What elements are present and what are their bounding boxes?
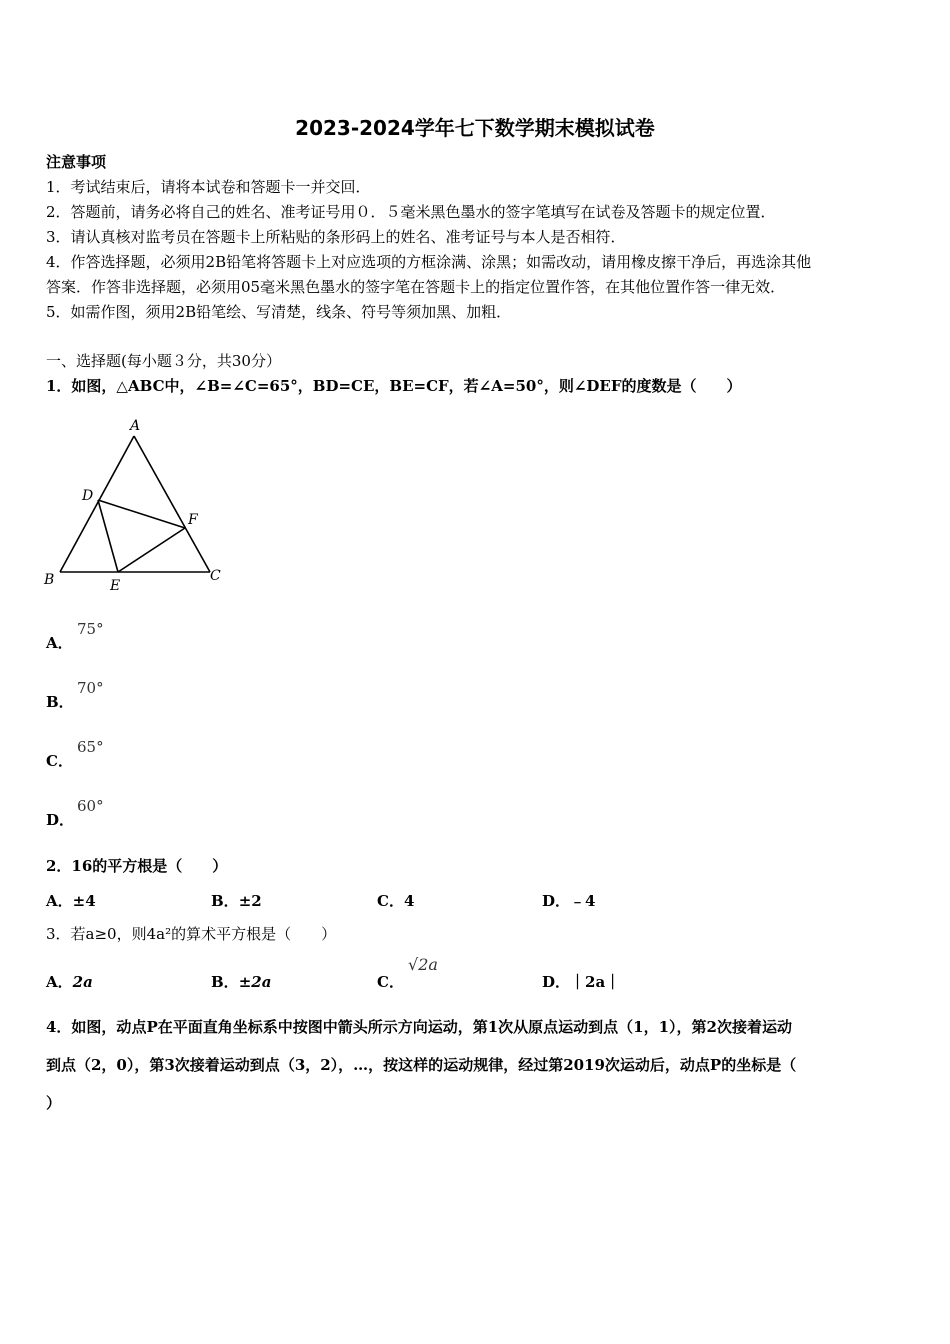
question-4-line-2: 到点（2，0），第3次接着运动到点（3，2），…，按这样的运动规律，经过第2019次运动后，动点P的坐标是（ (46, 1056, 797, 1074)
section-heading: 一、选择题(每小题３分，共30分） (46, 352, 281, 370)
question-3-stem: 3．若a≥0，则4a²的算术平方根是（ ） (46, 925, 337, 943)
q2-option-a[interactable]: A．±4 (46, 892, 96, 910)
exam-title: 2023-2024学年七下数学期末模拟试卷 (295, 116, 655, 140)
label-f: F (188, 512, 198, 528)
q1-option-a-label[interactable]: A． (46, 634, 73, 652)
q1-option-b-label[interactable]: B． (46, 693, 74, 711)
question-2-stem: 2．16的平方根是（ ） (46, 857, 228, 875)
q3-option-b[interactable]: B．±2a (211, 973, 272, 991)
edge-ef (118, 528, 185, 572)
triangle-figure (40, 412, 240, 597)
question-4-line-3: ） (46, 1094, 62, 1112)
q1-option-c-label[interactable]: C． (46, 752, 73, 770)
label-c: C (210, 568, 221, 584)
q1-option-c-value: 65° (77, 738, 104, 756)
label-b: B (44, 572, 55, 588)
edge-ac (134, 436, 210, 572)
notice-item-2: 2．答题前，请务必将自己的姓名、准考证号用０．５毫米黑色墨水的签字笔填写在试卷及答题卡的规定位置． (46, 203, 776, 221)
q2-option-b[interactable]: B．±2 (211, 892, 262, 910)
q2-option-d[interactable]: D．﹣4 (542, 892, 596, 910)
notice-item-4-line-1: 4．作答选择题，必须用2B铅笔将答题卡上对应选项的方框涂满、涂黑；如需改动，请用橡皮擦干净后，再选涂其他 (46, 253, 812, 271)
label-d: D (82, 488, 94, 504)
q1-option-a-value: 75° (77, 620, 104, 638)
question-4-line-1: 4．如图，动点P在平面直角坐标系中按图中箭头所示方向运动，第1次从原点运动到点（1，1），第2次接着运动 (46, 1018, 792, 1036)
edge-de (98, 500, 118, 572)
question-1-stem: 1．如图，△ABC中，∠B=∠C=65°，BD=CE，BE=CF，若∠A=50°，则∠DEF的度数是（ ） (46, 377, 742, 395)
q1-option-d-value: 60° (77, 797, 104, 815)
q3-option-c-label[interactable]: C． (377, 973, 404, 991)
q3-option-c-value: √2a (408, 955, 438, 974)
notice-item-4-line-2: 答案．作答非选择题，必须用05毫米黑色墨水的签字笔在答题卡上的指定位置作答，在其他位置作答一律无效． (46, 278, 786, 296)
edge-ab (60, 436, 134, 572)
q1-option-d-label[interactable]: D． (46, 811, 75, 829)
label-e: E (110, 578, 121, 594)
notice-item-3: 3．请认真核对监考员在答题卡上所粘贴的条形码上的姓名、准考证号与本人是否相符． (46, 228, 626, 246)
q3-option-d[interactable]: D．｜2a｜ (542, 973, 621, 991)
q2-option-c[interactable]: C．4 (377, 892, 415, 910)
q3-option-a[interactable]: A．2a (46, 973, 93, 991)
q1-option-b-value: 70° (77, 679, 104, 697)
notice-item-5: 5．如需作图，须用2B铅笔绘、写清楚，线条、符号等须加黑、加粗． (46, 303, 512, 321)
label-a: A (130, 418, 141, 434)
notice-item-1: 1．考试结束后，请将本试卷和答题卡一并交回． (46, 178, 371, 196)
notice-heading: 注意事项 (46, 153, 107, 171)
